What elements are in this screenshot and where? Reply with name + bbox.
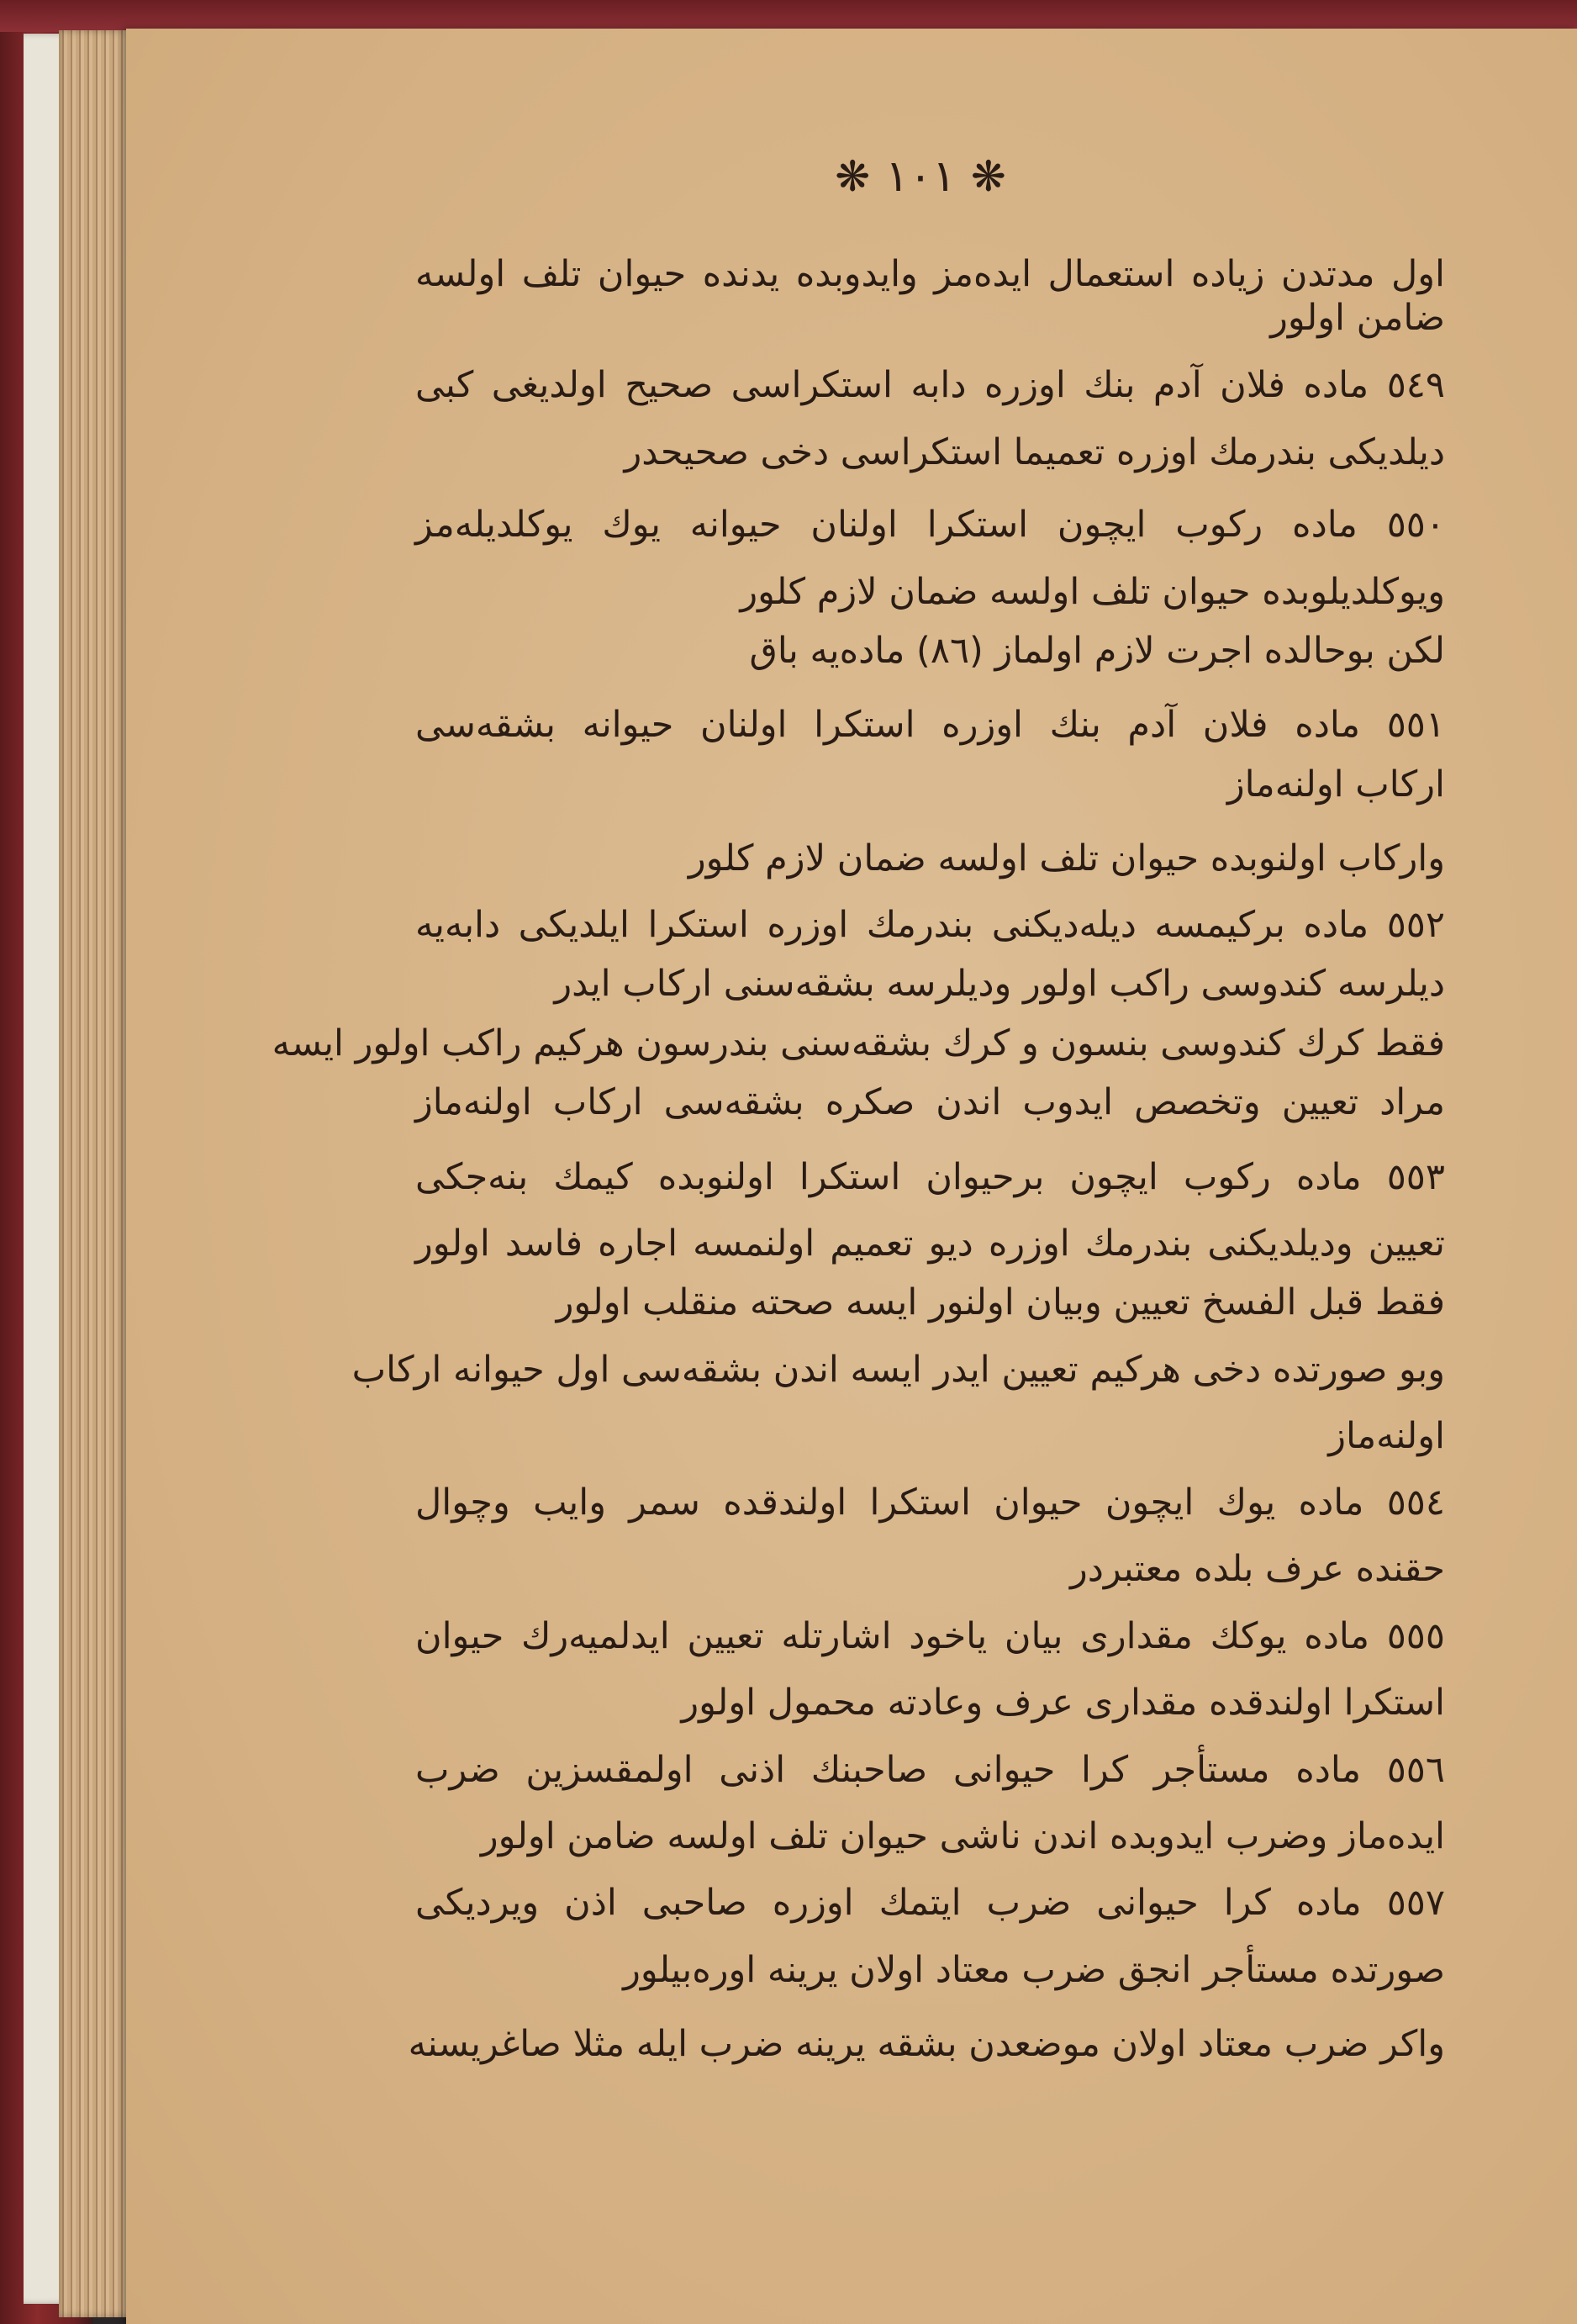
text-line: ویوکلدیلوبده حیوان تلف اولسه ضمان لازم کلور [740,571,1445,613]
article-554: ٥٥٤ ماده یوك ایچون حیوان استکرا اولندقده سمر وایب وچوال [415,1482,1445,1524]
text-line: واکر ضرب معتاد اولان موضعدن بشقه یرینه ضرب ایله مثلا صاغریسنه [408,2023,1445,2065]
article-552: ٥٥٢ ماده برکیمسه دیله‌دیکنی بندرمك اوزره استکرا ایلدیکی دابه‌یه [415,904,1445,946]
text-line: استکرا اولندقده مقداری عرف وعادته محمول اولور [681,1682,1445,1724]
ornament-icon: ❋ [970,152,1006,201]
text-line: ارکاب اولنه‌ماز [1226,763,1445,805]
article-557: ٥٥٧ ماده کرا حیوانی ضرب ایتمك اوزره صاحبی اذن ویردیکی [415,1882,1445,1924]
article-553: ٥٥٣ ماده رکوب ایچون برحیوان استکرا اولنوبده کیمك بنه‌جکی [415,1156,1445,1198]
text-line: ضامن اولور [1270,297,1445,339]
ornament-icon: ❋ [835,152,871,201]
text-line: فقط قبل الفسخ تعیین وبیان اولنور ایسه صحته منقلب اولور [556,1281,1445,1323]
text-line: ایده‌ماز وضرب ایدوبده اندن ناشی حیوان تلف اولسه ضامن اولور [480,1815,1445,1857]
text-line: حقنده عرف بلده معتبردر [1069,1548,1445,1590]
text-line: اول مدتدن زیاده استعمال ایده‌مز وایدوبده یدنده حیوان تلف اولسه [415,253,1445,295]
text-line: لکن بوحالده اجرت لازم اولماز (٨٦) ماده‌یه باق [749,630,1445,672]
article-555: ٥٥٥ ماده یوکك مقداری بیان یاخود اشارتله تعیین ایدلمیه‌رك حیوان [415,1615,1445,1657]
book-cover-top [0,0,1577,32]
article-550: ٥٥٠ ماده رکوب ایچون استکرا اولنان حیوانه یوك یوکلدیله‌مز [415,504,1445,546]
text-line: وبو صورتده دخی هرکیم تعیین ایدر ایسه اندن بشقه‌سی اول حیوانه ارکاب [351,1349,1445,1391]
page-header [807,143,1034,210]
article-556: ٥٥٦ ماده مستأجر کرا حیوانی صاحبنك اذنی اولمقسزین ضرب [415,1749,1445,1791]
article-551: ٥٥١ ماده فلان آدم بنك اوزره استکرا اولنان حیوانه بشقه‌سی [415,704,1445,746]
text-line: دیلدیکی بندرمك اوزره تعمیما استکراسی دخی صحیحدر [624,431,1445,473]
text-line: صورتده مستأجر انجق ضرب معتاد اولان یرینه اوره‌بیلور [623,1949,1445,1991]
page-number: ١٠١ [885,151,956,202]
text-line: تعیین ودیلدیکنی بندرمك اوزره دیو تعمیم اولنمسه اجاره فاسد اولور [415,1223,1445,1265]
article-549: ٥٤٩ ماده فلان آدم بنك اوزره دابه استکراسی صحیح اولدیغی کبی [415,364,1445,406]
text-line: دیلرسه کندوسی راکب اولور ودیلرسه بشقه‌سنی ارکاب ایدر [554,963,1445,1005]
text-line: اولنه‌ماز [1328,1415,1445,1457]
text-line: مراد تعیین وتخصص ایدوب اندن صکره بشقه‌سی ارکاب اولنه‌ماز [415,1081,1445,1123]
text-line: وارکاب اولنوبده حیوان تلف اولسه ضمان لازم کلور [688,837,1445,879]
text-line: فقط کرك کندوسی بنسون و کرك بشقه‌سنی بندرسون هرکیم راکب اولور ایسه [272,1022,1445,1064]
